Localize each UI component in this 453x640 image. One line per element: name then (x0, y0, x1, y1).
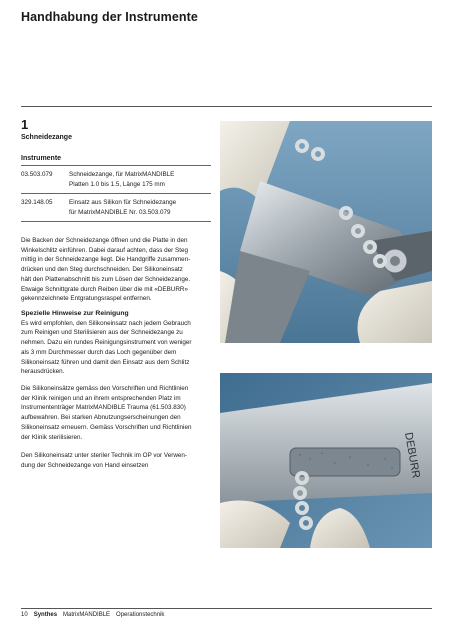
instrument-description (69, 198, 211, 217)
instrument-description (69, 170, 211, 189)
instructions-paragraph (21, 236, 211, 304)
instrument-number: 03.503.079 (21, 171, 53, 178)
text-line: nehmen. Dazu ein rundes Reinigungsinstrument von weniger (21, 339, 192, 347)
cleaning-heading: Spezielle Hinweise zur Reinigung (21, 310, 129, 317)
text-line: Instrumententräger MatrixMANDIBLE Trauma (61.503.830) (21, 404, 186, 412)
text-line: Den Silikoneinsatz unter steriler Technik im OP vor Verwen- (21, 452, 188, 459)
text-line: dung der Schneidezange von Hand einsetzen (21, 461, 149, 469)
text-line: Es wird empfohlen, den Silikoneinsatz nach jedem Gebrauch (21, 319, 191, 327)
insert-paragraph (21, 451, 211, 470)
text-line: Silikoneinsatz erneuern. Gemäss Vorschriften und Richtlinien (21, 423, 192, 431)
footer (21, 612, 164, 618)
text-line: herausdrücken. (21, 368, 65, 376)
text-line: hält den Plattenabschnitt bis zum Lösen der Schneidezange. (21, 275, 191, 283)
section-divider (21, 106, 432, 107)
text-line: gekennzeichnete Entgratungsraspel entfernen. (21, 295, 152, 303)
instrument-number: 329.148.05 (21, 199, 53, 206)
footer-product: MatrixMANDIBLE (63, 612, 111, 618)
section-subtitle: Schneidezange (21, 134, 72, 141)
text-line: zum Reinigen und Sterilisieren aus der Schneidezange zu (21, 329, 183, 337)
footer-brand: Synthes (33, 612, 58, 618)
footer-divider (21, 608, 432, 609)
page-number: 10 (21, 612, 28, 618)
photo-cutter-jaws (220, 121, 432, 343)
deburr-label: DEBURR (402, 431, 422, 480)
instrument-row (21, 166, 211, 194)
text-line: der Klinik reinigen und an ihrem entsprechenden Platz im (21, 394, 181, 402)
text-line: Die Backen der Schneidezange öffnen und die Platte in den (21, 237, 188, 244)
instrument-description-line: Schneidezange, für MatrixMANDIBLE (69, 171, 175, 178)
text-line: drücken und den Steg durchschneiden. Der Silikoneinsatz (21, 266, 183, 274)
cleaning-notes (21, 309, 211, 377)
instrument-description-line: Einsatz aus Silikon für Schneidezange (69, 199, 177, 206)
text-line: der Klinik sterilisieren. (21, 433, 83, 441)
text-line: als 3 mm Durchmesser durch das Loch gegenüber dem (21, 348, 177, 356)
text-line: Die Silikoneinsätze gemäss den Vorschriften und Richtlinien (21, 385, 189, 392)
footer-doc-title: Operationstechnik (116, 612, 165, 618)
text-line: Etwaige Schnittgrate durch Reiben über die mit «DEBURR» (21, 285, 188, 293)
section-number: 1 (21, 117, 29, 132)
instrument-description-line: Platten 1.0 bis 1.5, Länge 175 mm (69, 180, 165, 188)
text-line: Winkelschlitz einführen. Dabei darauf achten, dass der Steg (21, 246, 188, 254)
text-line: Silikoneinsatz führen und damit den Einsatz aus dem Schlitz (21, 358, 190, 366)
instrument-table (21, 155, 211, 222)
storage-paragraph (21, 384, 211, 442)
instrument-table-heading: Instrumente (21, 155, 211, 166)
text-line: mittig in der Schneidezange liegt. Die Handgriffe zusammen- (21, 256, 191, 264)
page-title: Handhabung der Instrumente (21, 10, 198, 24)
text-line: aufbewahren. Bei starken Abnutzungserscheinungen den (21, 414, 181, 422)
instrument-row (21, 194, 211, 222)
photo-deburr-rasp (220, 373, 432, 548)
instrument-description-line: für MatrixMANDIBLE Nr. 03.503.079 (69, 208, 171, 216)
